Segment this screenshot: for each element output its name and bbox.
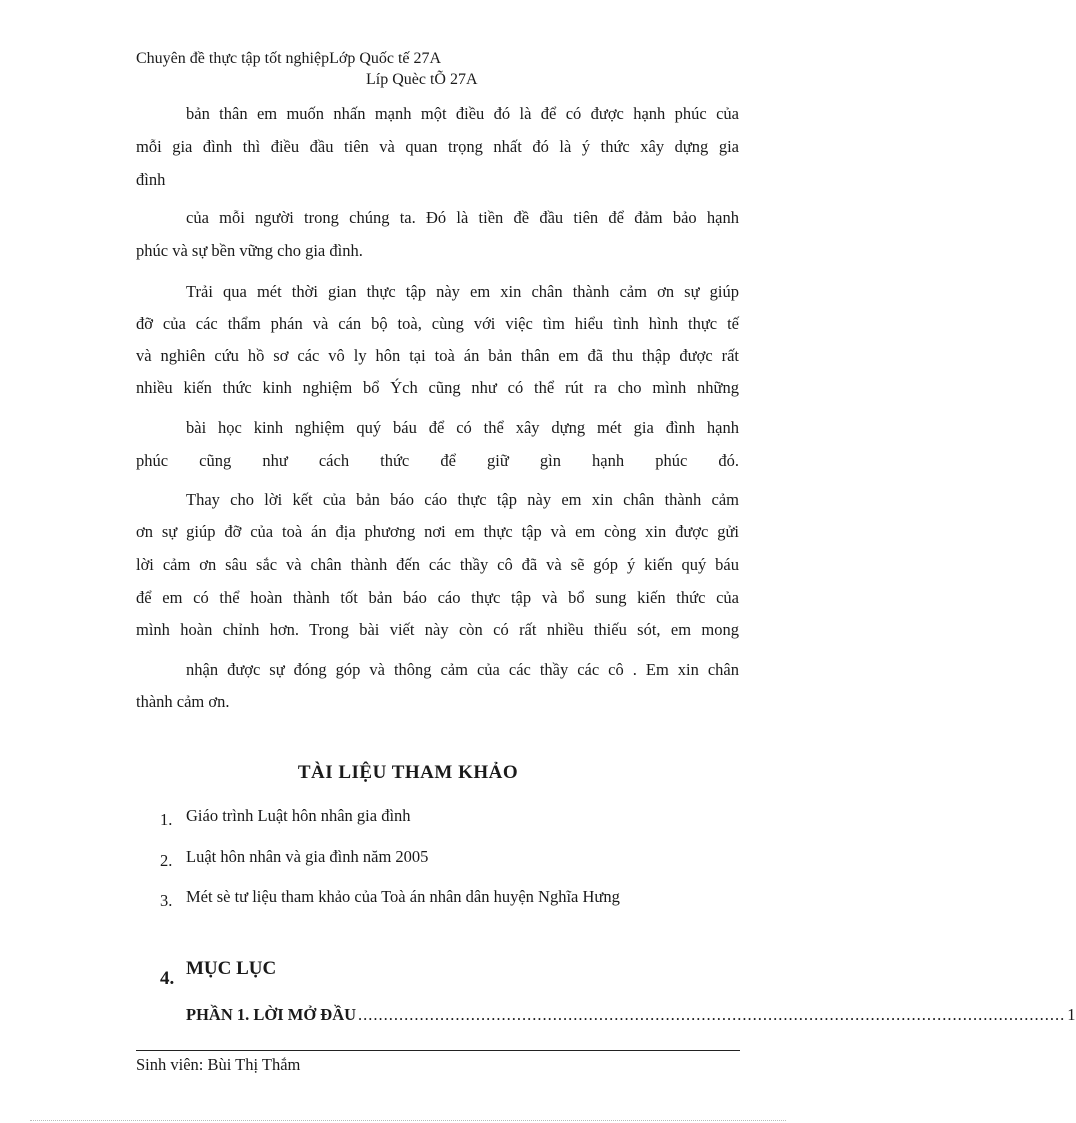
body-line: đỡ của các thẩm phán và cán bộ toà, cùng với việc tìm hiểu tình hình thực tế xyxy=(136,314,739,333)
reference-item: Mét sè tư liệu tham khảo của Toà án nhân dân huyện Nghĩa Hưng xyxy=(186,887,620,906)
body-line: phúc và sự bền vững cho gia đình. xyxy=(136,241,363,260)
body-line: thành cảm ơn. xyxy=(136,692,230,711)
toc-entry-label: PHẦN 1. LỜI MỞ ĐẦU xyxy=(186,1005,357,1024)
toc-page-number: 1 xyxy=(1067,1005,1076,1024)
body-line: đình xyxy=(136,170,166,189)
reference-item: Giáo trình Luật hôn nhân gia đình xyxy=(186,806,411,825)
body-line: bản thân em muốn nhấn mạnh một điều đó là để có được hạnh phúc của xyxy=(186,104,739,123)
body-line: để em có thể hoàn thành tốt bản báo cáo thực tập và bổ sung kiến thức của xyxy=(136,588,739,607)
body-line: nhận được sự đóng góp và thông cảm của các thầy các cô . Em xin chân xyxy=(186,660,739,679)
body-line: nhiều kiến thức kinh nghiệm bổ Ých cũng như có thể rút ra cho mình những xyxy=(136,378,739,397)
body-line: phúc cũng như cách thức để giữ gìn hạnh phúc đó. xyxy=(136,451,739,470)
references-title: TÀI LIỆU THAM KHẢO xyxy=(297,762,519,783)
toc-entry[interactable] xyxy=(186,1005,1076,1025)
body-line: Thay cho lời kết của bản báo cáo thực tập này em xin chân thành cảm xyxy=(186,490,739,509)
reference-item: Luật hôn nhân và gia đình năm 2005 xyxy=(186,847,429,866)
footer-rule xyxy=(136,1050,740,1051)
body-line: lời cảm ơn sâu sắc và chân thành đến các thầy cô đã và sẽ góp ý kiến quý báu xyxy=(136,555,739,574)
body-line: Trải qua mét thời gian thực tập này em xin chân thành cảm ơn sự giúp xyxy=(186,282,739,301)
footer-student: Sinh viên: Bùi Thị Thắm xyxy=(136,1055,301,1074)
body-line: bài học kinh nghiệm quý báu để có thể xây dựng mét gia đình hạnh xyxy=(186,418,739,437)
body-line: ơn sự giúp đỡ của toà án địa phương nơi em thực tập và em còng xin được gửi xyxy=(136,522,739,541)
body-line: của mỗi người trong chúng ta. Đó là tiền đề đầu tiên để đảm bảo hạnh xyxy=(186,208,739,227)
reference-number: 2. xyxy=(160,851,173,870)
page-bottom-border xyxy=(30,1120,786,1121)
toc-leader-dots: .......................................................................................................................................... xyxy=(358,1005,1066,1024)
body-line: mỗi gia đình thì điều đầu tiên và quan trọng nhất đó là ý thức xây dựng gia xyxy=(136,137,739,156)
toc-heading: MỤC LỤC xyxy=(186,958,277,979)
running-header: Chuyên đề thực tập tốt nghiệpLớp Quốc tế 27A xyxy=(136,50,442,67)
reference-number: 3. xyxy=(160,891,173,910)
running-header-garbled: Líp Quèc tÕ 27A xyxy=(366,71,478,88)
body-line: mình hoàn chỉnh hơn. Trong bài viết này còn có rất nhiều thiếu sót, em mong xyxy=(136,620,739,639)
body-line: và nghiên cứu hồ sơ các vô ly hôn tại toà án bản thân em đã thu thập được rất xyxy=(136,346,739,365)
toc-number: 4. xyxy=(160,968,175,989)
reference-number: 1. xyxy=(160,810,173,829)
